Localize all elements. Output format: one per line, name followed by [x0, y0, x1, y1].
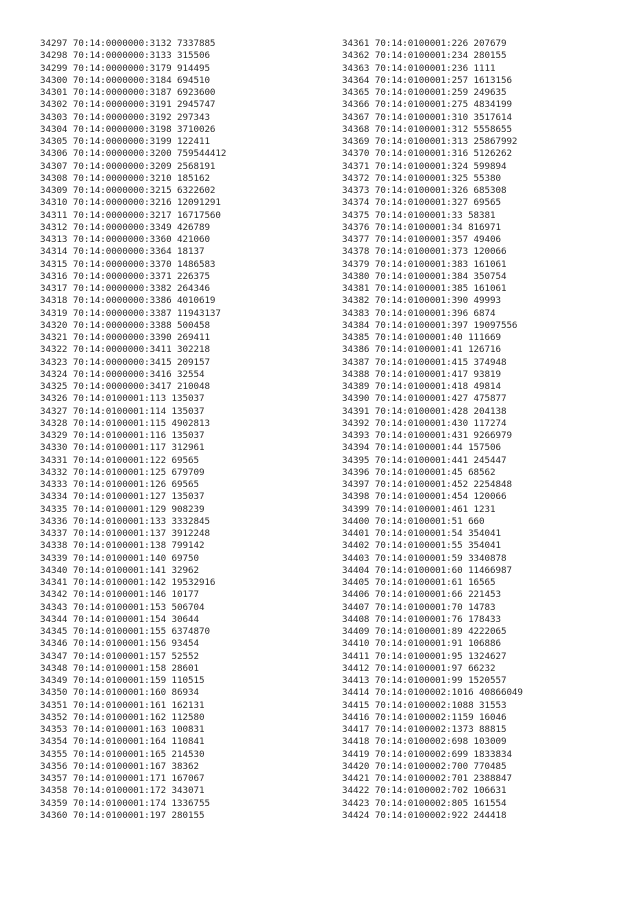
record-line: 34386 70:14:0100001:41 126716 [342, 344, 501, 356]
record-line: 34339 70:14:0100001:140 69750 [40, 552, 199, 564]
record-line: 34340 70:14:0100001:141 32962 [40, 564, 199, 576]
record-line: 34403 70:14:0100001:59 3340878 [342, 552, 507, 564]
record-line: 34317 70:14:0000000:3382 264346 [40, 283, 210, 294]
record-line: 34390 70:14:0100001:427 475877 [342, 393, 507, 405]
record-line: 34417 70:14:0100002:1373 88815 [342, 724, 507, 735]
record-line: 34409 70:14:0100001:89 4222065 [342, 626, 507, 637]
record-line: 34416 70:14:0100002:1159 16046 [342, 711, 507, 723]
record-line: 34346 70:14:0100001:156 93454 [40, 638, 199, 650]
record-line: 34364 70:14:0100001:257 1613156 [342, 74, 512, 86]
record-line: 34305 70:14:0000000:3199 122411 [40, 136, 210, 147]
record-line: 34345 70:14:0100001:155 6374870 [40, 626, 210, 637]
record-line: 34353 70:14:0100001:163 100831 [40, 724, 205, 735]
record-line: 34306 70:14:0000000:3200 759544412 [40, 148, 227, 160]
record-line: 34332 70:14:0100001:125 679709 [40, 466, 205, 478]
record-line: 34379 70:14:0100001:383 161061 [342, 258, 507, 270]
record-line: 34366 70:14:0100001:275 4834199 [342, 99, 512, 111]
record-line: 34298 70:14:0000000:3133 315506 [40, 50, 210, 62]
record-line: 34330 70:14:0100001:117 312961 [40, 442, 205, 454]
record-line: 34388 70:14:0100001:417 93819 [342, 368, 501, 380]
record-line: 34356 70:14:0100001:167 38362 [40, 760, 199, 772]
record-line: 34383 70:14:0100001:396 6874 [342, 307, 496, 319]
record-line: 34385 70:14:0100001:40 111669 [342, 332, 501, 343]
record-line: 34320 70:14:0000000:3388 500458 [40, 319, 210, 331]
record-line: 34371 70:14:0100001:324 599894 [342, 160, 507, 172]
record-line: 34361 70:14:0100001:226 207679 [342, 38, 507, 49]
record-line: 34370 70:14:0100001:316 5126262 [342, 148, 512, 160]
record-line: 34420 70:14:0100002:700 770485 [342, 760, 507, 772]
record-line: 34418 70:14:0100002:698 103009 [342, 736, 507, 748]
record-line: 34423 70:14:0100002:805 161554 [342, 797, 507, 809]
record-line: 34393 70:14:0100001:431 9266979 [342, 430, 512, 441]
record-line: 34401 70:14:0100001:54 354041 [342, 528, 501, 539]
record-line: 34338 70:14:0100001:138 799142 [40, 540, 205, 552]
record-line: 34391 70:14:0100001:428 204138 [342, 405, 507, 417]
record-line: 34304 70:14:0000000:3198 3710026 [40, 123, 216, 135]
record-line: 34300 70:14:0000000:3184 694510 [40, 74, 210, 86]
record-line: 34359 70:14:0100001:174 1336755 [40, 797, 210, 809]
record-line: 34309 70:14:0000000:3215 6322602 [40, 185, 216, 196]
right-column [342, 38, 640, 822]
record-line: 34376 70:14:0100001:34 816971 [342, 221, 501, 233]
record-line: 34316 70:14:0000000:3371 226375 [40, 270, 210, 282]
record-line: 34422 70:14:0100002:702 106631 [342, 785, 507, 797]
record-line: 34323 70:14:0000000:3415 209157 [40, 356, 210, 368]
record-line: 34399 70:14:0100001:461 1231 [342, 503, 496, 515]
record-line: 34382 70:14:0100001:390 49993 [342, 295, 501, 307]
record-line: 34301 70:14:0000000:3187 6923600 [40, 87, 216, 98]
record-line: 34326 70:14:0100001:113 135037 [40, 393, 205, 405]
record-line: 34400 70:14:0100001:51 660 [342, 515, 485, 527]
record-line: 34354 70:14:0100001:164 110841 [40, 736, 205, 748]
record-line: 34334 70:14:0100001:127 135037 [40, 491, 205, 503]
left-column [40, 38, 340, 822]
record-line: 34367 70:14:0100001:310 3517614 [342, 111, 512, 123]
record-line: 34349 70:14:0100001:159 110515 [40, 675, 205, 686]
record-line: 34394 70:14:0100001:44 157506 [342, 442, 501, 454]
record-line: 34389 70:14:0100001:418 49814 [342, 381, 501, 392]
record-line: 34396 70:14:0100001:45 68562 [342, 466, 496, 478]
record-line: 34308 70:14:0000000:3210 185162 [40, 172, 210, 184]
record-line: 34404 70:14:0100001:60 11466987 [342, 564, 512, 576]
record-line: 34310 70:14:0000000:3216 12091291 [40, 197, 221, 209]
record-line: 34381 70:14:0100001:385 161061 [342, 283, 507, 294]
record-line: 34325 70:14:0000000:3417 210048 [40, 381, 210, 392]
record-line: 34351 70:14:0100001:161 162131 [40, 699, 205, 711]
record-line: 34311 70:14:0000000:3217 16717560 [40, 209, 221, 221]
record-line: 34297 70:14:0000000:3132 7337885 [40, 38, 216, 49]
record-line: 34384 70:14:0100001:397 19097556 [342, 319, 518, 331]
record-line: 34408 70:14:0100001:76 178433 [342, 613, 501, 625]
record-line: 34329 70:14:0100001:116 135037 [40, 430, 205, 441]
record-line: 34348 70:14:0100001:158 28601 [40, 662, 199, 674]
record-line: 34407 70:14:0100001:70 14783 [342, 601, 496, 613]
record-line: 34331 70:14:0100001:122 69565 [40, 454, 199, 466]
record-line: 34410 70:14:0100001:91 106886 [342, 638, 501, 650]
record-line: 34374 70:14:0100001:327 69565 [342, 197, 501, 209]
record-line: 34419 70:14:0100002:699 1833834 [342, 748, 512, 760]
record-line: 34412 70:14:0100001:97 66232 [342, 662, 496, 674]
record-line: 34398 70:14:0100001:454 120066 [342, 491, 507, 503]
record-line: 34337 70:14:0100001:137 3912248 [40, 528, 210, 539]
record-line: 34299 70:14:0000000:3179 914495 [40, 62, 210, 74]
record-line: 34352 70:14:0100001:162 112580 [40, 711, 205, 723]
record-line: 34341 70:14:0100001:142 19532916 [40, 577, 216, 588]
record-line: 34368 70:14:0100001:312 5558655 [342, 123, 512, 135]
record-line: 34343 70:14:0100001:153 506704 [40, 601, 205, 613]
record-line: 34302 70:14:0000000:3191 2945747 [40, 99, 216, 111]
record-line: 34375 70:14:0100001:33 58381 [342, 209, 496, 221]
record-line: 34405 70:14:0100001:61 16565 [342, 577, 496, 588]
record-line: 34387 70:14:0100001:415 374948 [342, 356, 507, 368]
record-line: 34369 70:14:0100001:313 25867992 [342, 136, 518, 147]
record-line: 34333 70:14:0100001:126 69565 [40, 479, 199, 490]
record-line: 34321 70:14:0000000:3390 269411 [40, 332, 210, 343]
record-line: 34362 70:14:0100001:234 280155 [342, 50, 507, 62]
record-line: 34335 70:14:0100001:129 908239 [40, 503, 205, 515]
record-line: 34411 70:14:0100001:95 1324627 [342, 650, 507, 662]
record-line: 34307 70:14:0000000:3209 2568191 [40, 160, 216, 172]
record-line: 34363 70:14:0100001:236 1111 [342, 62, 496, 74]
record-line: 34313 70:14:0000000:3360 421060 [40, 234, 210, 245]
record-line: 34303 70:14:0000000:3192 297343 [40, 111, 210, 123]
record-line: 34315 70:14:0000000:3370 1486583 [40, 258, 216, 270]
record-line: 34355 70:14:0100001:165 214530 [40, 748, 205, 760]
record-line: 34373 70:14:0100001:326 685308 [342, 185, 507, 196]
record-line: 34357 70:14:0100001:171 167067 [40, 773, 205, 784]
record-line: 34395 70:14:0100001:441 245447 [342, 454, 507, 466]
record-line: 34392 70:14:0100001:430 117274 [342, 417, 507, 429]
record-line: 34344 70:14:0100001:154 30644 [40, 613, 199, 625]
record-line: 34342 70:14:0100001:146 10177 [40, 589, 199, 601]
record-line: 34415 70:14:0100002:1088 31553 [342, 699, 507, 711]
record-line: 34358 70:14:0100001:172 343071 [40, 785, 205, 797]
record-line: 34319 70:14:0000000:3387 11943137 [40, 307, 221, 319]
record-line: 34322 70:14:0000000:3411 302218 [40, 344, 210, 356]
record-line: 34421 70:14:0100002:701 2388847 [342, 773, 512, 784]
record-line: 34336 70:14:0100001:133 3332845 [40, 515, 210, 527]
record-line: 34350 70:14:0100001:160 86934 [40, 687, 199, 699]
record-line: 34414 70:14:0100002:1016 40866049 [342, 687, 523, 699]
record-line: 34372 70:14:0100001:325 55380 [342, 172, 501, 184]
record-line: 34413 70:14:0100001:99 1520557 [342, 675, 507, 686]
record-line: 34328 70:14:0100001:115 4902813 [40, 417, 210, 429]
record-line: 34314 70:14:0000000:3364 18137 [40, 246, 205, 258]
record-line: 34327 70:14:0100001:114 135037 [40, 405, 205, 417]
record-line: 34347 70:14:0100001:157 52552 [40, 650, 199, 662]
record-line: 34360 70:14:0100001:197 280155 [40, 809, 205, 821]
record-line: 34312 70:14:0000000:3349 426789 [40, 221, 210, 233]
record-line: 34378 70:14:0100001:373 120066 [342, 246, 507, 258]
record-line: 34318 70:14:0000000:3386 4010619 [40, 295, 216, 307]
record-line: 34406 70:14:0100001:66 221453 [342, 589, 501, 601]
record-line: 34402 70:14:0100001:55 354041 [342, 540, 501, 552]
record-line: 34397 70:14:0100001:452 2254848 [342, 479, 512, 490]
record-line: 34424 70:14:0100002:922 244418 [342, 809, 507, 821]
record-line: 34380 70:14:0100001:384 350754 [342, 270, 507, 282]
record-line: 34324 70:14:0000000:3416 32554 [40, 368, 205, 380]
record-line: 34377 70:14:0100001:357 49406 [342, 234, 501, 245]
record-line: 34365 70:14:0100001:259 249635 [342, 87, 507, 98]
